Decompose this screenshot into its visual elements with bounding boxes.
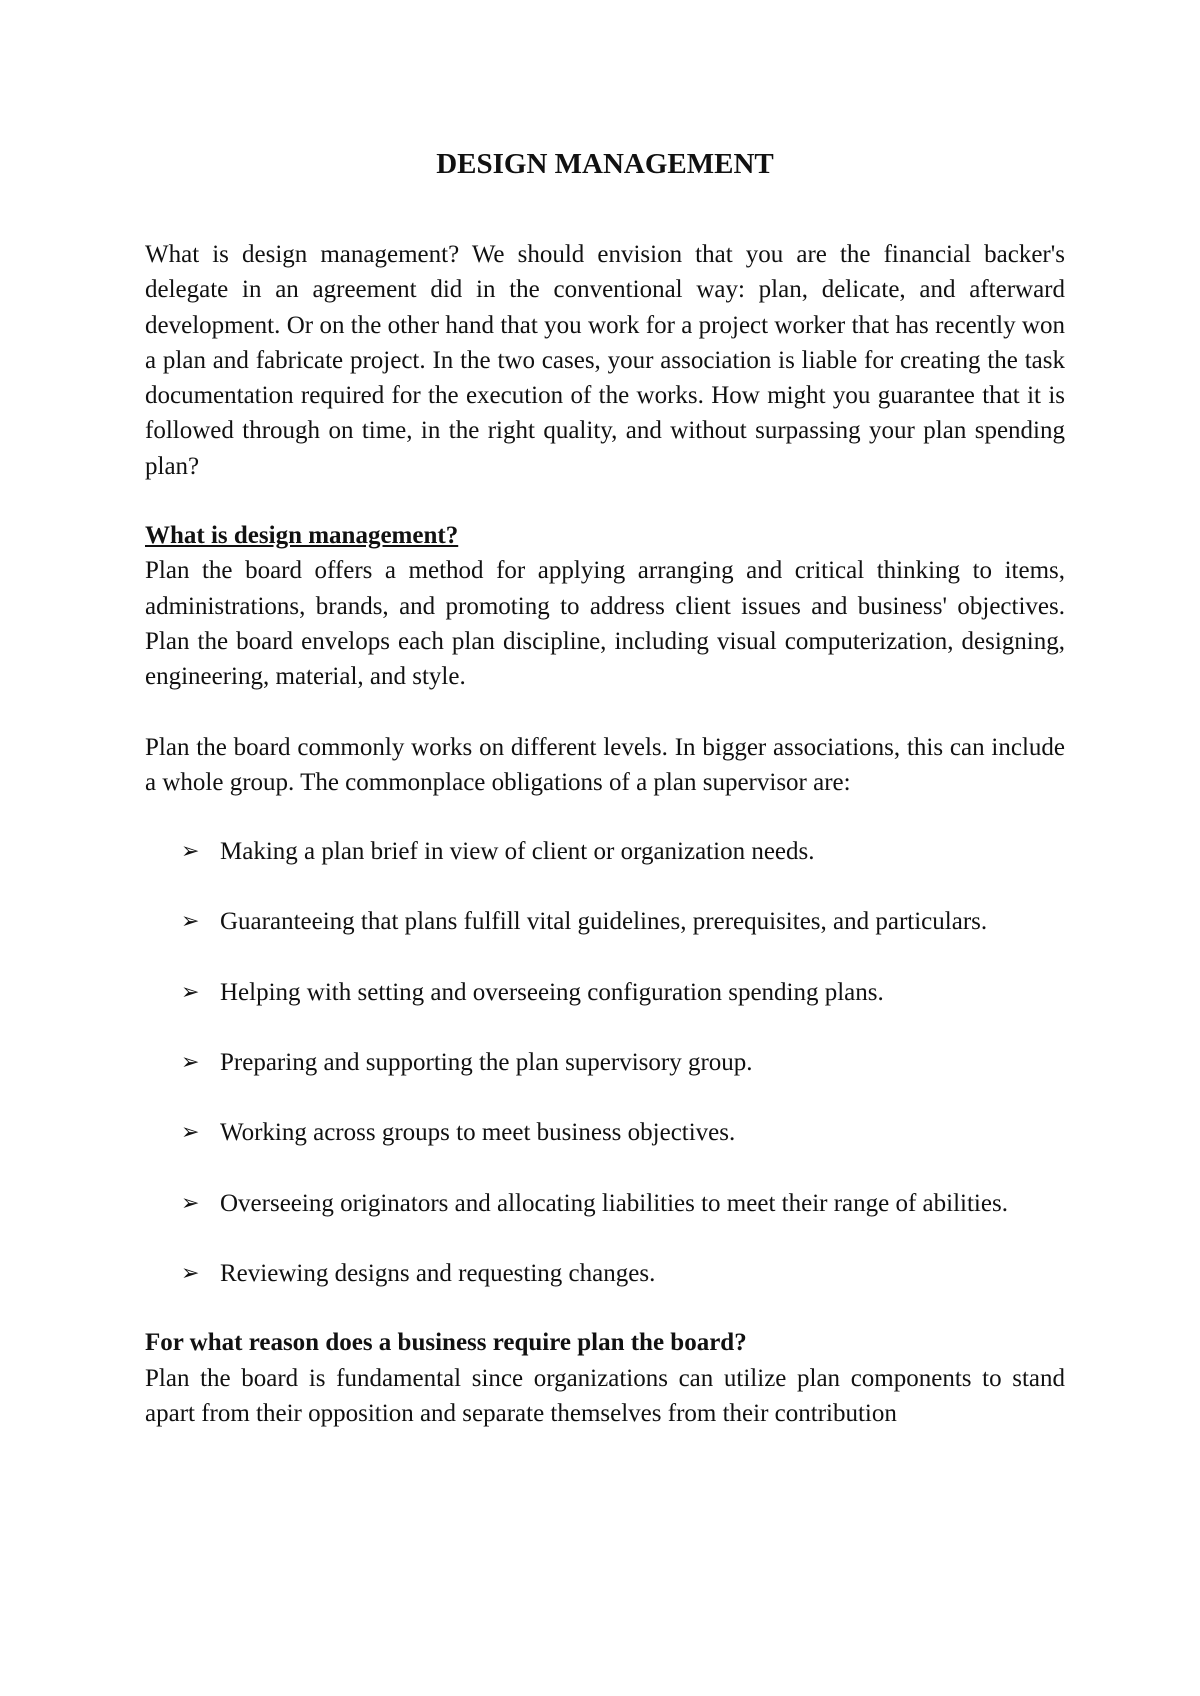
list-item xyxy=(145,1115,1065,1150)
arrowhead-bullet-icon: ➢ xyxy=(181,1190,200,1216)
section-heading-why-business-requires: For what reason does a business require plan the board? xyxy=(145,1329,747,1357)
list-item xyxy=(145,1186,1065,1221)
responsibilities-list xyxy=(145,834,1065,1291)
list-item xyxy=(145,1256,1065,1291)
arrowhead-bullet-icon: ➢ xyxy=(181,979,200,1005)
document-title: DESIGN MANAGEMENT xyxy=(436,148,774,180)
arrowhead-bullet-icon: ➢ xyxy=(181,1050,200,1076)
list-item-text: Overseeing originators and allocating liabilities to meet their range of abilities. xyxy=(220,1189,1008,1217)
intro-paragraph: What is design management? We should envision that you are the financial backer's delegate in an agreement did in the conventional way: plan, delicate, and afterward development. Or on the other hand that you work for a project worker that has recently won a plan and fabricate project. In the two cases, your association is liable for creating the task documentation required for the execution of the works. How might you guarantee that it is followed through on time, in the right quality, and without surpassing your plan spending plan? xyxy=(145,241,1065,480)
arrowhead-bullet-icon: ➢ xyxy=(181,909,200,935)
section1-paragraph-2: Plan the board commonly works on different levels. In bigger associations, this can include a whole group. The commonplace obligations of a plan supervisor are: xyxy=(145,733,1065,796)
list-item-text: Making a plan brief in view of client or organization needs. xyxy=(220,838,815,866)
document-body xyxy=(145,146,1065,1431)
list-item-text: Working across groups to meet business objectives. xyxy=(220,1119,736,1147)
section1-paragraph-1: Plan the board offers a method for applying arranging and critical thinking to items, administrations, brands, and promoting to address client issues and business' objectives. Plan the board envelops each plan discipline, including visual computerization, designing, engineering, material, and style. xyxy=(145,557,1065,691)
list-item xyxy=(145,975,1065,1010)
list-item xyxy=(145,904,1065,939)
list-item-text: Preparing and supporting the plan supervisory group. xyxy=(220,1049,753,1077)
list-item-text: Guaranteeing that plans fulfill vital guidelines, prerequisites, and particulars. xyxy=(220,908,988,936)
section-heading-what-is-design-management: What is design management? xyxy=(145,522,459,550)
list-item xyxy=(145,834,1065,869)
list-item-text: Reviewing designs and requesting changes. xyxy=(220,1259,656,1287)
arrowhead-bullet-icon: ➢ xyxy=(181,1260,200,1286)
list-item-text: Helping with setting and overseeing configuration spending plans. xyxy=(220,978,884,1006)
section2-paragraph-1: Plan the board is fundamental since organizations can utilize plan components to stand apart from their opposition and separate themselves from their contribution xyxy=(145,1364,1065,1427)
list-item xyxy=(145,1045,1065,1080)
arrowhead-bullet-icon: ➢ xyxy=(181,839,200,865)
arrowhead-bullet-icon: ➢ xyxy=(181,1120,200,1146)
